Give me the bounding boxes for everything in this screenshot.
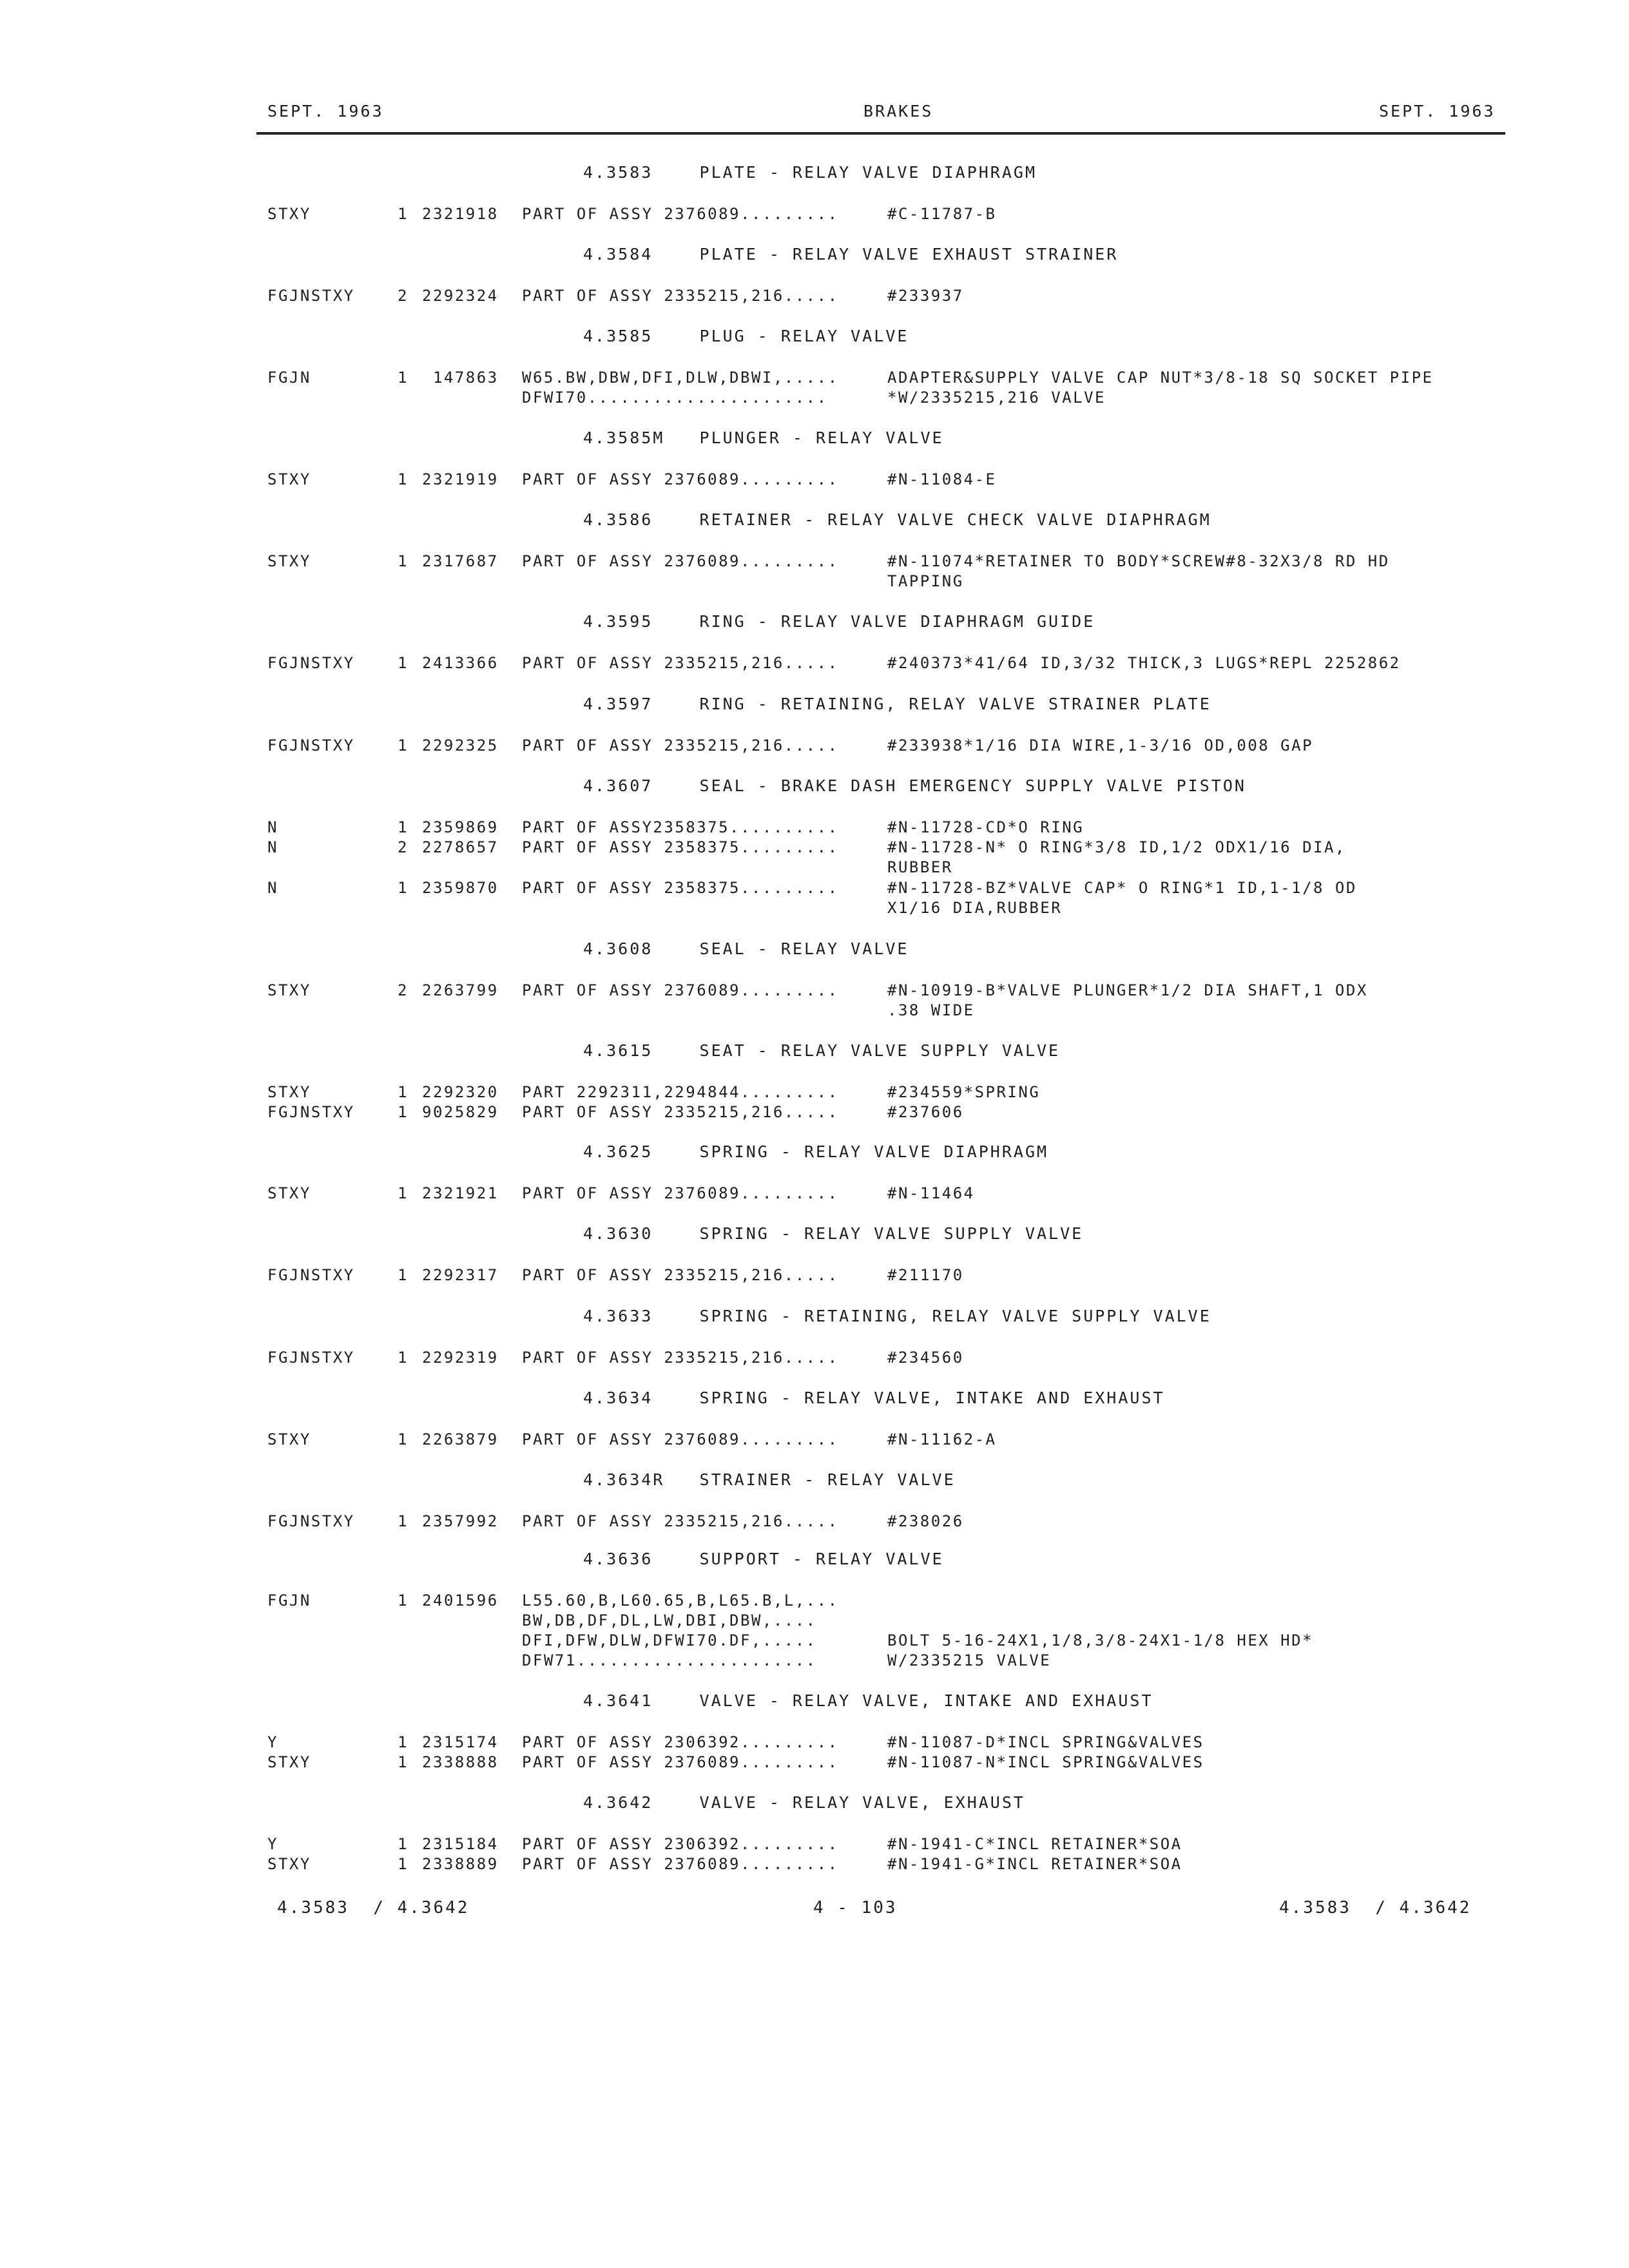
part-number-cell: 2263799: [422, 981, 499, 999]
part-number-cell: 2278657: [422, 838, 499, 856]
code-cell: FGJNSTXY: [267, 736, 355, 754]
remarks-cell: ADAPTER&SUPPLY VALVE CAP NUT*3/8-18 SQ SOCKET PIPE: [887, 369, 1434, 387]
remarks-cell: #237606: [887, 1103, 964, 1121]
code-cell: FGJN: [267, 1591, 311, 1610]
code-cell: FGJNSTXY: [267, 1266, 355, 1284]
qty-cell: 1: [398, 1266, 409, 1284]
usage-cell: PART OF ASSY 2335215,216.....: [522, 1512, 839, 1530]
header-left: SEPT. 1963: [267, 102, 384, 120]
remarks-cell: #234559*SPRING: [887, 1083, 1041, 1101]
usage-cell: L55.60,B,L60.65,B,L65.B,L,...: [522, 1591, 839, 1610]
qty-cell: 1: [398, 1184, 409, 1202]
section-title: 4.3642 VALVE - RELAY VALVE, EXHAUST: [583, 1793, 1025, 1812]
code-cell: STXY: [267, 1753, 311, 1771]
part-number-cell: 2292324: [422, 287, 499, 305]
header-rule: [256, 132, 1505, 135]
remarks-cell: #N-11728-CD*O RING: [887, 818, 1084, 836]
usage-cell: DFWI70......................: [522, 389, 828, 407]
remarks-cell: #C-11787-B: [887, 205, 997, 223]
footer-right: 4.3583 / 4.3642: [1279, 1898, 1472, 1917]
usage-cell: PART OF ASSY 2335215,216.....: [522, 1349, 839, 1367]
part-number-cell: 2338889: [422, 1855, 499, 1873]
section-title: 4.3634R STRAINER - RELAY VALVE: [583, 1470, 956, 1489]
page-number: 4 - 103: [813, 1898, 898, 1917]
remarks-cell: #211170: [887, 1266, 964, 1284]
part-number-cell: 2338888: [422, 1753, 499, 1771]
usage-cell: PART OF ASSY 2376089.........: [522, 1855, 839, 1873]
code-cell: FGJNSTXY: [267, 1512, 355, 1530]
qty-cell: 1: [398, 1430, 409, 1448]
code-cell: STXY: [267, 981, 311, 999]
part-number-cell: 2292319: [422, 1349, 499, 1367]
usage-cell: PART OF ASSY 2335215,216.....: [522, 1266, 839, 1284]
section-title: 4.3608 SEAL - RELAY VALVE: [583, 939, 909, 958]
code-cell: N: [267, 838, 278, 856]
remarks-cell: RUBBER: [887, 858, 953, 876]
qty-cell: 1: [398, 1083, 409, 1101]
usage-cell: PART OF ASSY 2335215,216.....: [522, 654, 839, 672]
part-number-cell: 2292325: [422, 736, 499, 754]
usage-cell: PART OF ASSY 2358375.........: [522, 879, 839, 897]
usage-cell: PART 2292311,2294844.........: [522, 1083, 839, 1101]
part-number-cell: 2413366: [422, 654, 499, 672]
usage-cell: PART OF ASSY 2335215,216.....: [522, 736, 839, 754]
usage-cell: PART OF ASSY 2358375.........: [522, 838, 839, 856]
footer-left: 4.3583 / 4.3642: [277, 1898, 470, 1917]
section-title: 4.3586 RETAINER - RELAY VALVE CHECK VALVE DIAPHRAGM: [583, 510, 1211, 529]
qty-cell: 2: [398, 838, 409, 856]
usage-cell: BW,DB,DF,DL,LW,DBI,DBW,....: [522, 1611, 817, 1629]
code-cell: FGJNSTXY: [267, 1349, 355, 1367]
usage-cell: PART OF ASSY 2376089.........: [522, 552, 839, 570]
code-cell: FGJNSTXY: [267, 654, 355, 672]
usage-cell: PART OF ASSY 2335215,216.....: [522, 287, 839, 305]
remarks-cell: #N-11728-N* O RING*3/8 ID,1/2 ODX1/16 DIA,: [887, 838, 1346, 856]
remarks-cell: #240373*41/64 ID,3/32 THICK,3 LUGS*REPL 2252862: [887, 654, 1401, 672]
part-number-cell: 2359870: [422, 879, 499, 897]
qty-cell: 1: [398, 470, 409, 488]
code-cell: Y: [267, 1835, 278, 1853]
qty-cell: 1: [398, 1733, 409, 1751]
qty-cell: 1: [398, 1512, 409, 1530]
remarks-cell: #N-1941-G*INCL RETAINER*SOA: [887, 1855, 1182, 1873]
usage-cell: PART OF ASSY 2376089.........: [522, 205, 839, 223]
usage-cell: DFW71......................: [522, 1651, 817, 1669]
usage-cell: PART OF ASSY 2335215,216.....: [522, 1103, 839, 1121]
qty-cell: 2: [398, 981, 409, 999]
part-number-cell: 2263879: [422, 1430, 499, 1448]
usage-cell: PART OF ASSY 2306392.........: [522, 1835, 839, 1853]
part-number-cell: 2315184: [422, 1835, 499, 1853]
remarks-cell: #233937: [887, 287, 964, 305]
qty-cell: 1: [398, 369, 409, 387]
remarks-cell: #N-11074*RETAINER TO BODY*SCREW#8-32X3/8 RD HD: [887, 552, 1390, 570]
code-cell: FGJN: [267, 369, 311, 387]
usage-cell: PART OF ASSY 2376089.........: [522, 981, 839, 999]
code-cell: N: [267, 879, 278, 897]
section-title: 4.3625 SPRING - RELAY VALVE DIAPHRAGM: [583, 1142, 1049, 1161]
part-number-cell: 2359869: [422, 818, 499, 836]
remarks-cell: #234560: [887, 1349, 964, 1367]
remarks-cell: #N-11084-E: [887, 470, 997, 488]
remarks-cell: #233938*1/16 DIA WIRE,1-3/16 OD,008 GAP: [887, 736, 1314, 754]
section-title: 4.3595 RING - RELAY VALVE DIAPHRAGM GUIDE: [583, 612, 1095, 631]
code-cell: N: [267, 818, 278, 836]
part-number-cell: 2321919: [422, 470, 499, 488]
qty-cell: 2: [398, 287, 409, 305]
qty-cell: 1: [398, 736, 409, 754]
remarks-cell: #N-11087-N*INCL SPRING&VALVES: [887, 1753, 1204, 1771]
qty-cell: 1: [398, 205, 409, 223]
remarks-cell: #N-11728-BZ*VALVE CAP* O RING*1 ID,1-1/8 OD: [887, 879, 1357, 897]
remarks-cell: #N-10919-B*VALVE PLUNGER*1/2 DIA SHAFT,1 ODX: [887, 981, 1368, 999]
usage-cell: PART OF ASSY 2376089.........: [522, 470, 839, 488]
remarks-cell: W/2335215 VALVE: [887, 1651, 1052, 1669]
code-cell: FGJNSTXY: [267, 287, 355, 305]
section-title: 4.3583 PLATE - RELAY VALVE DIAPHRAGM: [583, 163, 1037, 182]
section-title: 4.3584 PLATE - RELAY VALVE EXHAUST STRAINER: [583, 245, 1119, 264]
part-number-cell: 2357992: [422, 1512, 499, 1530]
part-number-cell: 2317687: [422, 552, 499, 570]
part-number-cell: 2292320: [422, 1083, 499, 1101]
code-cell: FGJNSTXY: [267, 1103, 355, 1121]
part-number-cell: 9025829: [422, 1103, 499, 1121]
remarks-cell: #N-11162-A: [887, 1430, 997, 1448]
usage-cell: PART OF ASSY 2376089.........: [522, 1430, 839, 1448]
usage-cell: DFI,DFW,DLW,DFWI70.DF,.....: [522, 1631, 817, 1649]
remarks-cell: .38 WIDE: [887, 1001, 975, 1019]
remarks-cell: #N-1941-C*INCL RETAINER*SOA: [887, 1835, 1182, 1853]
qty-cell: 1: [398, 818, 409, 836]
section-title: 4.3630 SPRING - RELAY VALVE SUPPLY VALVE: [583, 1224, 1084, 1243]
section-title: 4.3633 SPRING - RETAINING, RELAY VALVE SUPPLY VALVE: [583, 1307, 1211, 1325]
remarks-cell: #N-11087-D*INCL SPRING&VALVES: [887, 1733, 1204, 1751]
section-title: 4.3634 SPRING - RELAY VALVE, INTAKE AND EXHAUST: [583, 1389, 1165, 1407]
remarks-cell: *W/2335215,216 VALVE: [887, 389, 1106, 407]
remarks-cell: X1/16 DIA,RUBBER: [887, 899, 1063, 917]
section-title: 4.3636 SUPPORT - RELAY VALVE: [583, 1550, 944, 1568]
qty-cell: 1: [398, 1349, 409, 1367]
qty-cell: 1: [398, 654, 409, 672]
remarks-cell: TAPPING: [887, 572, 964, 590]
code-cell: STXY: [267, 1430, 311, 1448]
qty-cell: 1: [398, 1103, 409, 1121]
usage-cell: PART OF ASSY 2376089.........: [522, 1753, 839, 1771]
code-cell: STXY: [267, 205, 311, 223]
section-title: 4.3585 PLUG - RELAY VALVE: [583, 327, 909, 345]
section-title: 4.3641 VALVE - RELAY VALVE, INTAKE AND EXHAUST: [583, 1691, 1153, 1710]
usage-cell: PART OF ASSY2358375..........: [522, 818, 839, 836]
usage-cell: PART OF ASSY 2306392.........: [522, 1733, 839, 1751]
usage-cell: PART OF ASSY 2376089.........: [522, 1184, 839, 1202]
code-cell: STXY: [267, 552, 311, 570]
part-number-cell: 2321918: [422, 205, 499, 223]
part-number-cell: 2401596: [422, 1591, 499, 1610]
code-cell: STXY: [267, 470, 311, 488]
qty-cell: 1: [398, 1835, 409, 1853]
section-title: 4.3615 SEAT - RELAY VALVE SUPPLY VALVE: [583, 1041, 1061, 1060]
remarks-cell: BOLT 5-16-24X1,1/8,3/8-24X1-1/8 HEX HD*: [887, 1631, 1314, 1649]
header-center: BRAKES: [863, 102, 934, 120]
qty-cell: 1: [398, 552, 409, 570]
header-right: SEPT. 1963: [1379, 102, 1496, 120]
part-number-cell: 147863: [422, 369, 499, 387]
code-cell: STXY: [267, 1855, 311, 1873]
code-cell: STXY: [267, 1083, 311, 1101]
part-number-cell: 2315174: [422, 1733, 499, 1751]
qty-cell: 1: [398, 1855, 409, 1873]
qty-cell: 1: [398, 1591, 409, 1610]
code-cell: STXY: [267, 1184, 311, 1202]
qty-cell: 1: [398, 879, 409, 897]
section-title: 4.3607 SEAL - BRAKE DASH EMERGENCY SUPPLY VALVE PISTON: [583, 776, 1246, 795]
remarks-cell: #238026: [887, 1512, 964, 1530]
code-cell: Y: [267, 1733, 278, 1751]
qty-cell: 1: [398, 1753, 409, 1771]
section-title: 4.3585M PLUNGER - RELAY VALVE: [583, 428, 944, 447]
remarks-cell: #N-11464: [887, 1184, 975, 1202]
usage-cell: W65.BW,DBW,DFI,DLW,DBWI,.....: [522, 369, 839, 387]
section-title: 4.3597 RING - RETAINING, RELAY VALVE STRAINER PLATE: [583, 695, 1211, 713]
part-number-cell: 2321921: [422, 1184, 499, 1202]
part-number-cell: 2292317: [422, 1266, 499, 1284]
